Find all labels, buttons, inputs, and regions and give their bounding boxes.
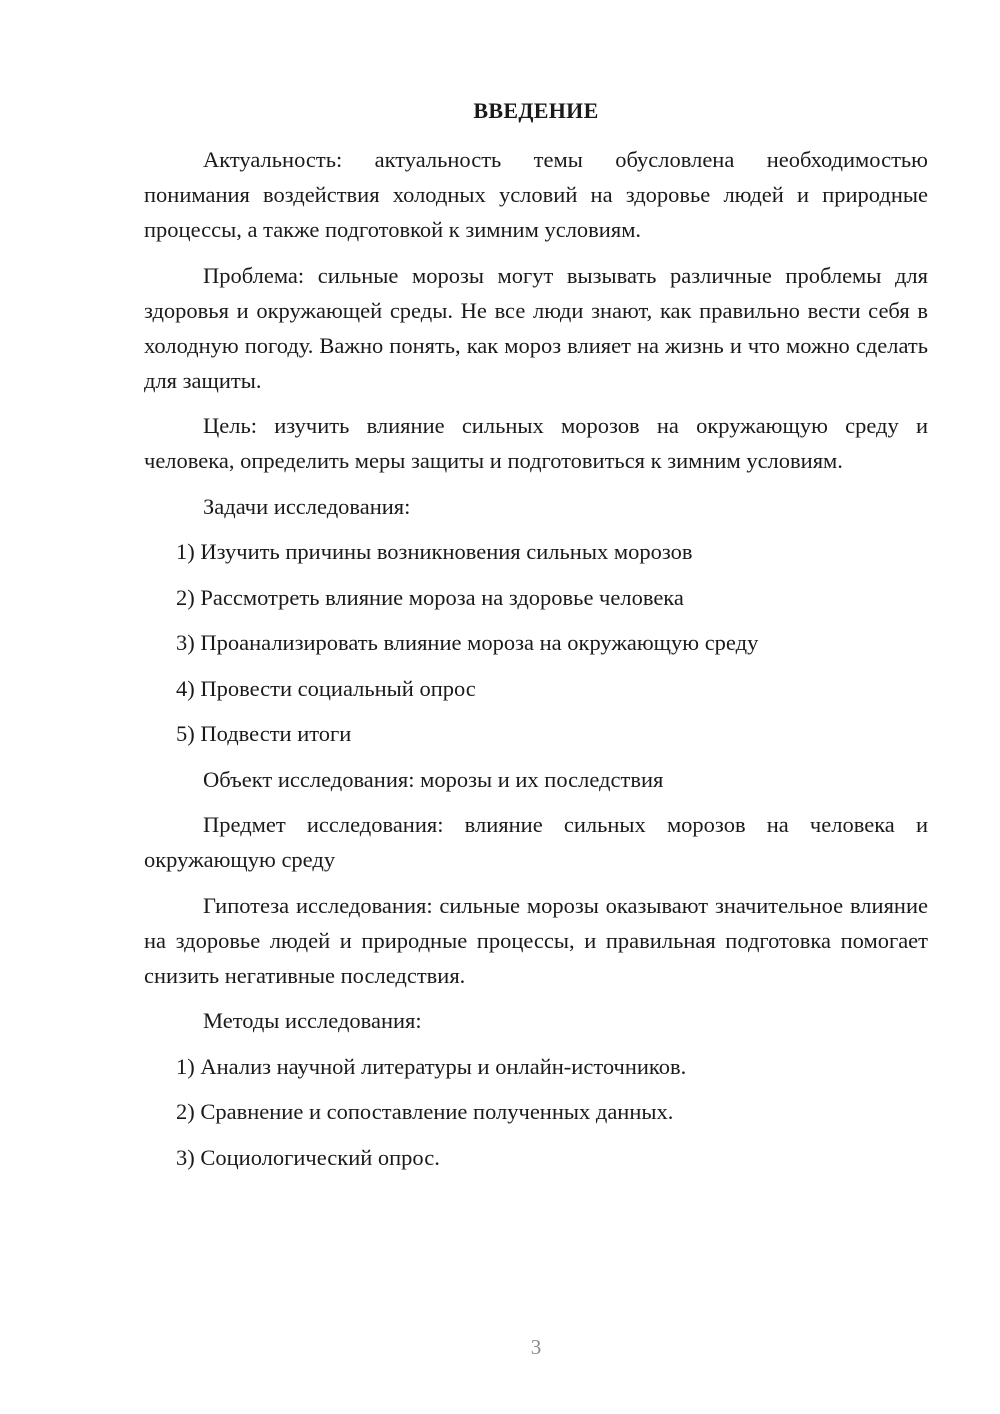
list-item: 1) Анализ научной литературы и онлайн-источников. [176,1053,687,1079]
list-item: 1) Изучить причины возникновения сильных морозов [176,539,693,564]
methods-heading: Методы исследования: [203,1008,422,1033]
tasks-list [144,534,928,751]
list-item: 3) Социологический опрос. [176,1144,440,1170]
object-paragraph: Объект исследования: морозы и их последствия [203,766,664,792]
list-item: 2) Сравнение и сопоставление полученных данных. [176,1099,674,1124]
relevance-paragraph: Актуальность: актуальность темы обусловлена необходимостью понимания воздействия холодных условий на здоровье людей и природные процессы, а также подготовкой к зимним условиям. [144,147,928,242]
page-title: ВВЕДЕНИЕ [473,98,599,123]
page-number: 3 [530,1335,542,1359]
hypothesis-paragraph: Гипотеза исследования: сильные морозы оказывают значительное влияние на здоровье людей и природные процессы, и правильная подготовка помогает снизить негативные последствия. [144,892,928,988]
list-item: 4) Провести социальный опрос [176,675,476,701]
methods-list [144,1049,928,1175]
list-item: 5) Подвести итоги [176,721,352,746]
tasks-heading: Задачи исследования: [203,493,411,519]
subject-paragraph: Предмет исследования: влияние сильных морозов на человека и окружающую среду [144,812,928,872]
document-body [144,142,928,1185]
list-item: 3) Проанализировать влияние мороза на окружающую среду [176,630,759,655]
document-page [144,0,928,1414]
list-item: 2) Рассмотреть влияние мороза на здоровье человека [176,584,684,610]
goal-paragraph: Цель: изучить влияние сильных морозов на окружающую среду и человека, определить меры защиты и подготовиться к зимним условиям. [144,413,928,473]
problem-paragraph: Проблема: сильные морозы могут вызывать различные проблемы для здоровья и окружающей среды. Не все люди знают, как правильно вести себя в холодную погоду. Важно понять, как мороз влияет на жизнь и что можно сделать для защиты. [144,262,928,393]
